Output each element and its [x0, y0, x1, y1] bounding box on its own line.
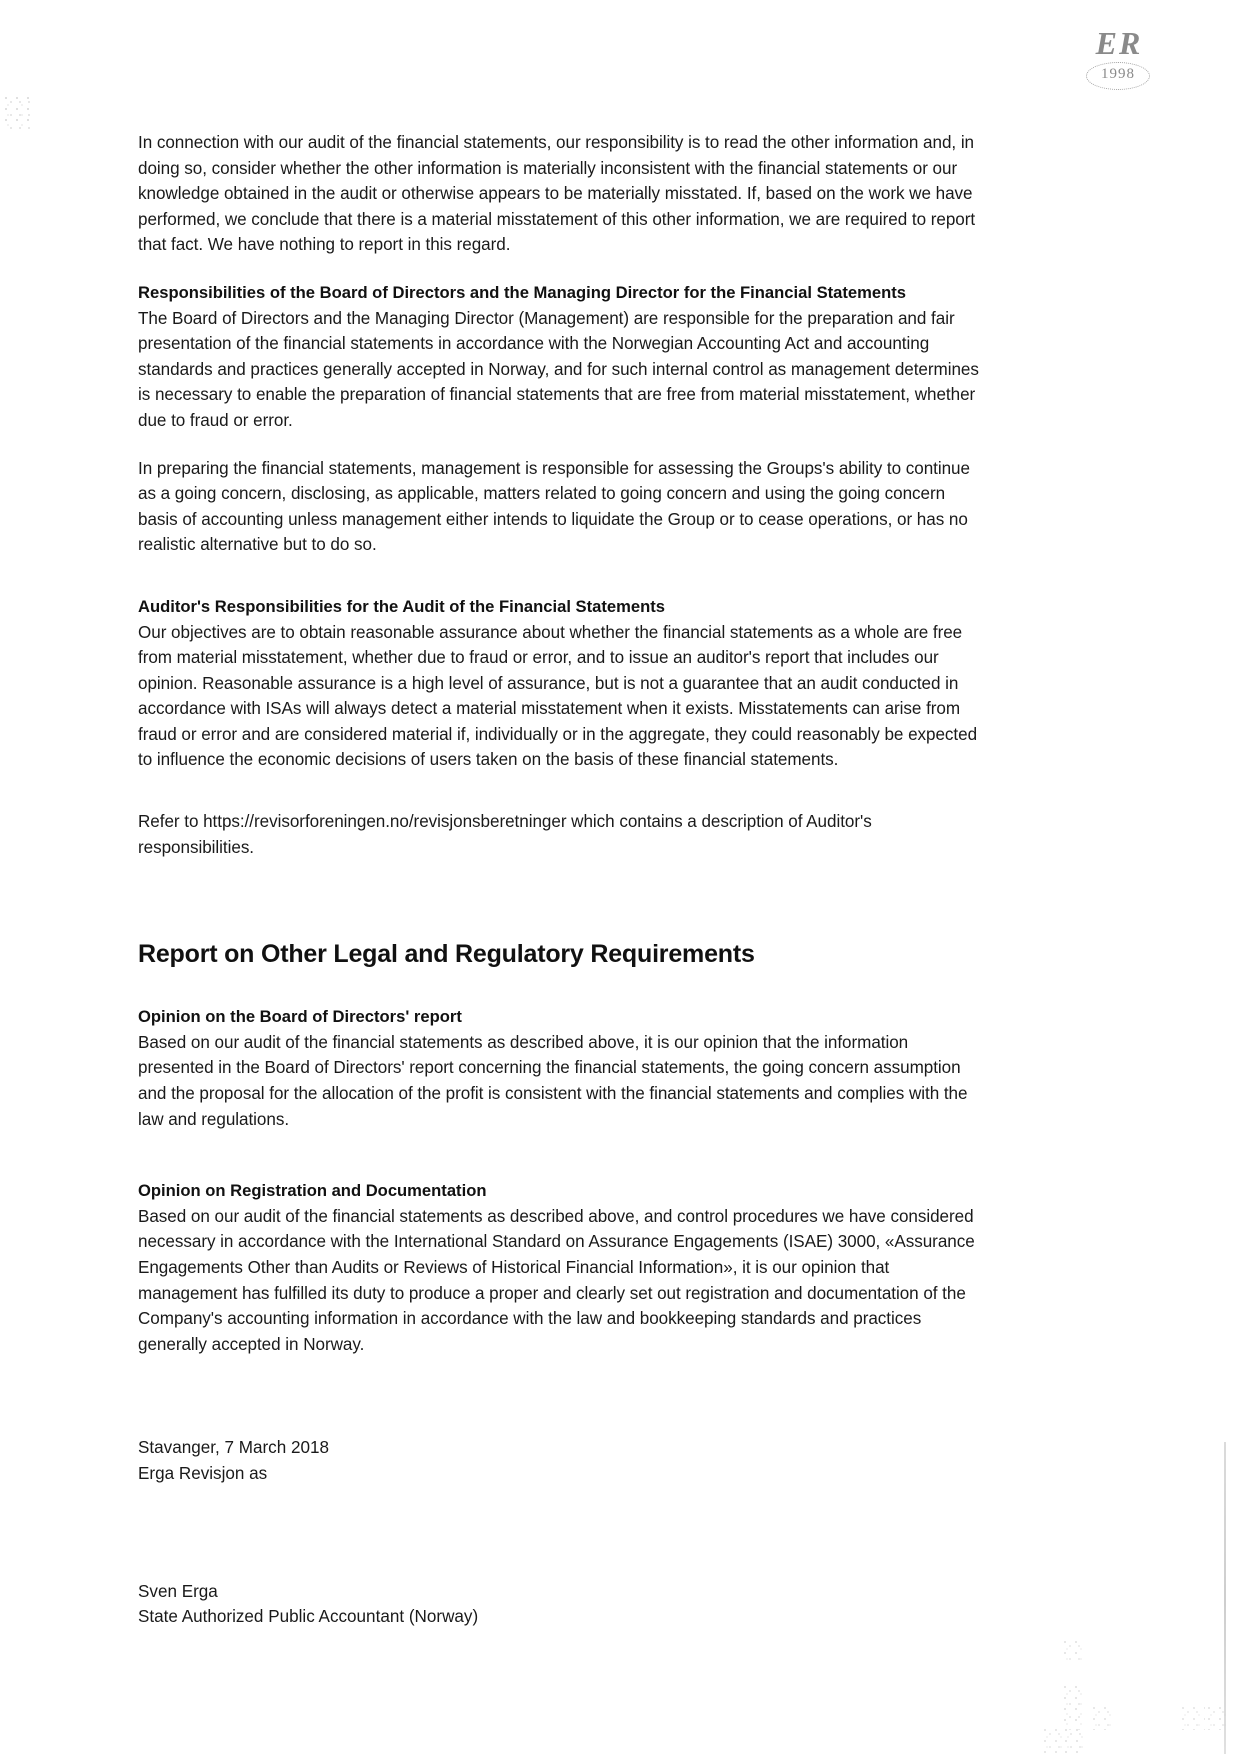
logo-initials: ER [1095, 25, 1143, 61]
document-body [138, 130, 983, 1630]
heading-opinion-board-report: Opinion on the Board of Directors' report [138, 1007, 462, 1027]
paragraph-responsibilities-board: The Board of Directors and the Managing Director (Management) are responsible for the preparation and fair presentation of the financial statements in accordance with the Norwegian Accounting Act and accounting standards and practices generally accepted in Norway, and for such internal control as management determines is necessary to enable the preparation of financial statements that are free from material misstatement, whether due to fraud or error. [138, 308, 979, 430]
paragraph-refer-url: Refer to https://revisorforeningen.no/revisjonsberetninger which contains a description of Auditor's responsibilities. [138, 812, 872, 857]
signature-firm: Erga Revisjon as [138, 1463, 268, 1483]
spacer [138, 970, 983, 1004]
spacer [138, 1379, 983, 1435]
heading-auditor-responsibilities: Auditor's Responsibilities for the Audit of the Financial Statements [138, 596, 666, 616]
heading-responsibilities-board: Responsibilities of the Board of Directors and the Managing Director for the Financial Statements [138, 282, 907, 302]
logo-year-badge [1086, 62, 1152, 92]
heading-other-legal-regulatory: Report on Other Legal and Regulatory Requirements [138, 940, 755, 969]
spacer [138, 580, 983, 594]
signature-space [138, 1487, 983, 1579]
paragraph-opinion-registration: Based on our audit of the financial statements as described above, and control procedures we have considered necessary in accordance with the International Standard on Assurance Engagements (ISAE) 3000, «Assurance Engagements Other than Audits or Reviews of Historical Financial Information», it is our opinion that management has fulfilled its duty to produce a proper and clearly set out registration and documentation of the Company's accounting information in accordance with the law and bookkeeping standards and practices generally accepted in Norway. [138, 1206, 975, 1354]
scan-artifact-bottom-1 [1063, 1640, 1084, 1661]
spacer [138, 882, 983, 938]
heading-opinion-registration: Opinion on Registration and Documentation [138, 1181, 487, 1201]
scan-artifact-bottom-5 [1064, 1728, 1085, 1753]
scan-artifact-bottom-2 [1063, 1685, 1084, 1730]
paragraph-going-concern: In preparing the financial statements, management is responsible for assessing the Groups's ability to continue as a going concern, disclosing, as applicable, matters related to going concern and using the going concern basis of accounting unless management either intends to liquidate the Group or to cease operations, or has no realistic alternative but to do so. [138, 458, 970, 555]
scan-artifact-bottom-7 [1207, 1706, 1230, 1730]
scan-artifact-bottom-3 [1092, 1706, 1114, 1730]
paragraph-auditor-responsibilities: Our objectives are to obtain reasonable assurance about whether the financial statements as a whole are free from material misstatement, whether due to fraud or error, and to issue an auditor's report that includes our opinion. Reasonable assurance is a high level of assurance, but is not a guarantee that an audit conducted in accordance with ISAs will always detect a material misstatement when it exists. Misstatements can arise from fraud or error and are considered material if, individually or in the aggregate, they could reasonably be expected to influence the economic decisions of users taken on the basis of these financial statements. [138, 622, 978, 770]
spacer [138, 1154, 983, 1178]
signature-name: Sven Erga [138, 1581, 218, 1601]
scan-artifact-left-margin [4, 96, 30, 130]
paragraph-opinion-board-report: Based on our audit of the financial statements as described above, it is our opinion that the information presented in the Board of Directors' report concerning the financial statements, the going concern assumption and the proposal for the allocation of the profit is consistent with the financial statements and complies with the law and regulations. [138, 1032, 968, 1129]
signature-place-date: Stavanger, 7 March 2018 [138, 1438, 330, 1458]
scan-artifact-bottom-6 [1181, 1706, 1205, 1730]
spacer [138, 795, 983, 809]
erga-revisjon-logo [1060, 26, 1178, 98]
logo-year-text: 1998 [1101, 66, 1135, 82]
paragraph-other-information: In connection with our audit of the financial statements, our responsibility is to read the other information and, in doing so, consider whether the other information is materially inconsistent with the financial statements or our knowledge obtained in the audit or otherwise appears to be materially misstated. If, based on the work we have performed, we conclude that there is a material misstatement of this other information, we are required to report that fact. We have nothing to report in this regard. [138, 133, 976, 255]
scan-artifact-bottom-4 [1043, 1728, 1065, 1753]
signature-title: State Authorized Public Accountant (Norway) [138, 1607, 479, 1627]
scan-artifact-right-edge-line [1224, 1442, 1226, 1754]
